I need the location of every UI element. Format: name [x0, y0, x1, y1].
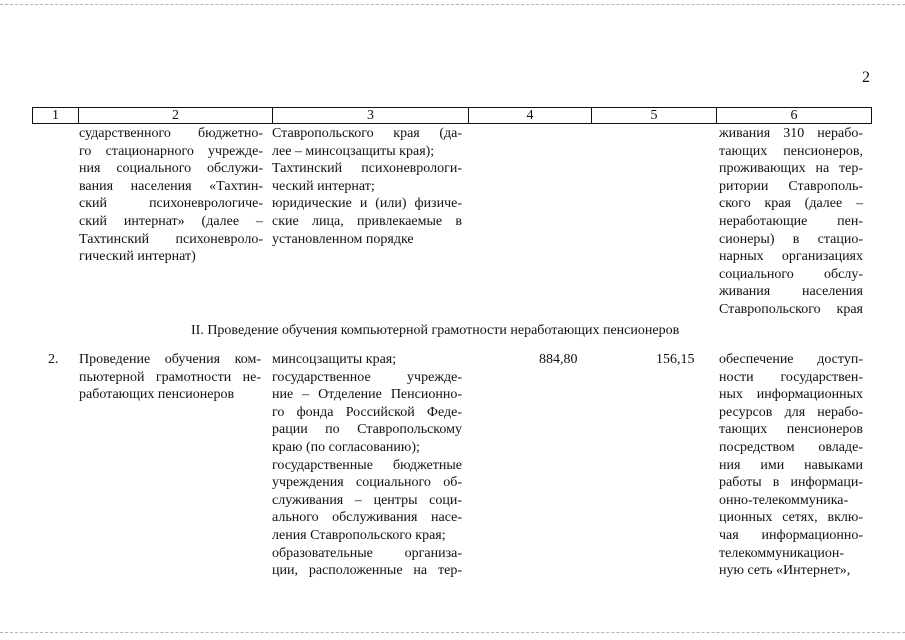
header-col-2: 2 [172, 108, 179, 123]
text-line: Проведение обучения ком- [79, 352, 261, 367]
text-line: го фонда Российской Феде- [272, 404, 462, 420]
page-number: 2 [862, 69, 870, 86]
text-line: сионеры) в стацио- [719, 231, 863, 247]
scan-edge-top [0, 4, 905, 5]
text-line: лее – минсоцзащиты края); [272, 143, 435, 159]
text-line: нарных организациях [719, 249, 863, 265]
text-line: Тахтинский психоневрологи- [272, 161, 462, 177]
text-line: установленном порядке [272, 231, 414, 247]
text-line: служивания – центры соци- [272, 492, 462, 508]
text-line: сударственного бюджетно- [79, 126, 263, 141]
text-line: вания населения «Тахтин- [79, 178, 263, 194]
text-line: го стационарного учрежде- [79, 143, 263, 159]
text-line: социального обслу- [719, 266, 863, 282]
text-line: государственные бюджетные [272, 457, 462, 473]
text-line: тающих пенсионеров [719, 422, 863, 438]
text-line: проживающих на тер- [719, 161, 863, 177]
text-line: неработающие пен- [719, 213, 863, 229]
text-line: работы в информаци- [719, 475, 863, 491]
text-line: Ставропольского края (да- [272, 126, 462, 141]
text-line: телекоммуникацион- [719, 545, 845, 561]
text-line: ский психоневрологиче- [79, 196, 263, 212]
text-line: тающих пенсионеров, [719, 143, 863, 159]
text-line: работающих пенсионеров [79, 387, 235, 403]
row-2-activity [79, 351, 261, 404]
text-line: ритории Ставрополь- [719, 178, 863, 194]
text-line: ности государствен- [719, 369, 863, 385]
text-line: посредством овладе- [719, 439, 863, 455]
text-line: ресурсов для нерабо- [719, 404, 863, 420]
header-col-6: 6 [790, 108, 798, 123]
text-line: ческий интернат; [272, 178, 375, 194]
header-col-3: 3 [367, 108, 374, 123]
row-2-value-col5: 156,15 [656, 352, 695, 367]
text-line: ский интернат» (далее – [79, 213, 263, 229]
text-line: живания населения [719, 284, 863, 300]
text-line: Ставропольского края [719, 301, 863, 317]
text-line: пьютерной грамотности не- [79, 369, 261, 385]
text-line: ального обслуживания насе- [272, 510, 462, 526]
continued-row-executors [272, 125, 462, 248]
header-col-4: 4 [526, 108, 534, 123]
text-line: чая информационно- [719, 527, 863, 543]
text-line: Тахтинский психоневроло- [79, 231, 263, 247]
text-line: учреждения социального об- [272, 475, 462, 491]
text-line: ции, расположенные на тер- [272, 563, 462, 579]
text-line: ского края (далее – [719, 196, 863, 212]
table-header-row [32, 107, 872, 124]
row-number: 2. [48, 352, 59, 367]
row-2-value-col4: 884,80 [539, 352, 578, 367]
header-col-5: 5 [650, 108, 658, 123]
text-line: ние – Отделение Пенсионно- [272, 387, 462, 403]
section-title: II. Проведение обучения компьютерной грамотности неработающих пенсионеров [191, 323, 680, 338]
continued-row-result [719, 125, 863, 319]
text-line: ных информационных [719, 387, 863, 403]
header-col-1: 1 [52, 108, 59, 123]
row-2-result [719, 351, 863, 580]
text-line: ления Ставропольского края; [272, 527, 446, 543]
text-line: ские лица, привлекаемые в [272, 213, 462, 229]
text-line: краю (по согласованию); [272, 439, 420, 455]
text-line: государственное учрежде- [272, 369, 462, 385]
text-line: ния социального обслужи- [79, 161, 263, 177]
text-line: рации по Ставропольскому [272, 422, 462, 438]
text-line: живания 310 нерабо- [719, 126, 863, 141]
continued-row-executor-name [79, 125, 263, 266]
text-line: образовательные организа- [272, 545, 462, 561]
text-line: ционных сетях, вклю- [719, 510, 863, 526]
row-2-executors [272, 351, 462, 580]
text-line: ную сеть «Интернет», [719, 563, 851, 579]
text-line: ния ими навыками [719, 457, 863, 473]
scan-edge-bottom [0, 632, 905, 633]
text-line: юридические и (или) физиче- [272, 196, 462, 212]
text-line: гический интернат) [79, 249, 196, 265]
text-line: минсоцзащиты края; [272, 352, 397, 367]
text-line: онно-телекоммуника- [719, 492, 849, 508]
text-line: обеспечение доступ- [719, 352, 863, 367]
